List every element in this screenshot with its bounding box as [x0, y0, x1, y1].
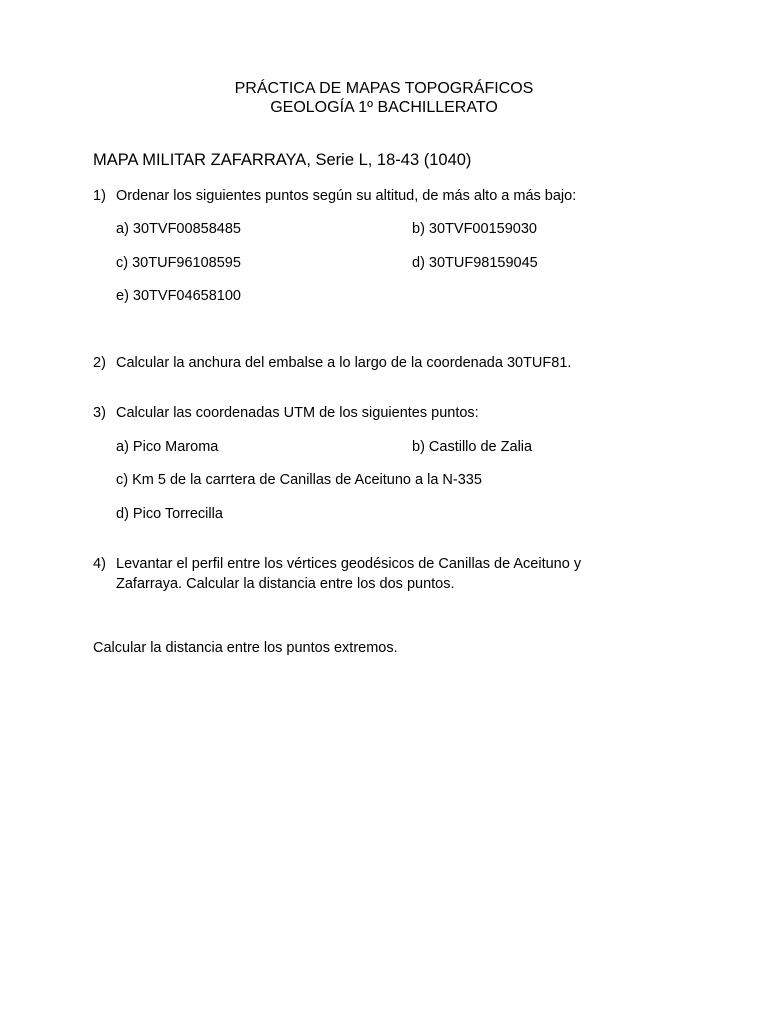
option-e: e) 30TVF04658100 — [116, 288, 241, 304]
document-subtitle: GEOLOGÍA 1º BACHILLERATO — [270, 99, 498, 116]
question-text: Calcular las coordenadas UTM de los siguientes puntos: — [116, 405, 479, 421]
question-3 — [93, 403, 479, 423]
question-text: Ordenar los siguientes puntos según su altitud, de más alto a más bajo: — [116, 188, 577, 204]
question-number: 3) — [93, 405, 106, 421]
option-d: d) Pico Torrecilla — [116, 506, 223, 522]
question-number: 1) — [93, 188, 106, 204]
option-b: b) 30TVF00159030 — [412, 221, 537, 237]
option-a: a) 30TVF00858485 — [116, 221, 241, 237]
document-title: PRÁCTICA DE MAPAS TOPOGRÁFICOS — [234, 80, 534, 97]
question-text: Levantar el perfil entre los vértices geodésicos de Canillas de Aceituno y — [116, 556, 582, 572]
option-a: a) Pico Maroma — [116, 439, 219, 455]
option-b: b) Castillo de Zalia — [412, 439, 533, 455]
question-2 — [93, 353, 571, 373]
option-d: d) 30TUF98159045 — [412, 255, 538, 271]
closing-instruction: Calcular la distancia entre los puntos extremos. — [93, 640, 398, 656]
question-number: 2) — [93, 355, 106, 371]
question-number: 4) — [93, 556, 106, 572]
question-4 — [93, 554, 582, 592]
option-c: c) Km 5 de la carrtera de Canillas de Aceituno a la N-335 — [116, 472, 482, 488]
question-text: Calcular la anchura del embalse a lo largo de la coordenada 30TUF81. — [116, 355, 572, 371]
question-text-continued: Zafarraya. Calcular la distancia entre los dos puntos. — [116, 576, 455, 592]
option-c: c) 30TUF96108595 — [116, 255, 241, 271]
question-1 — [93, 186, 576, 206]
map-heading: MAPA MILITAR ZAFARRAYA, Serie L, 18-43 (1040) — [93, 151, 472, 169]
